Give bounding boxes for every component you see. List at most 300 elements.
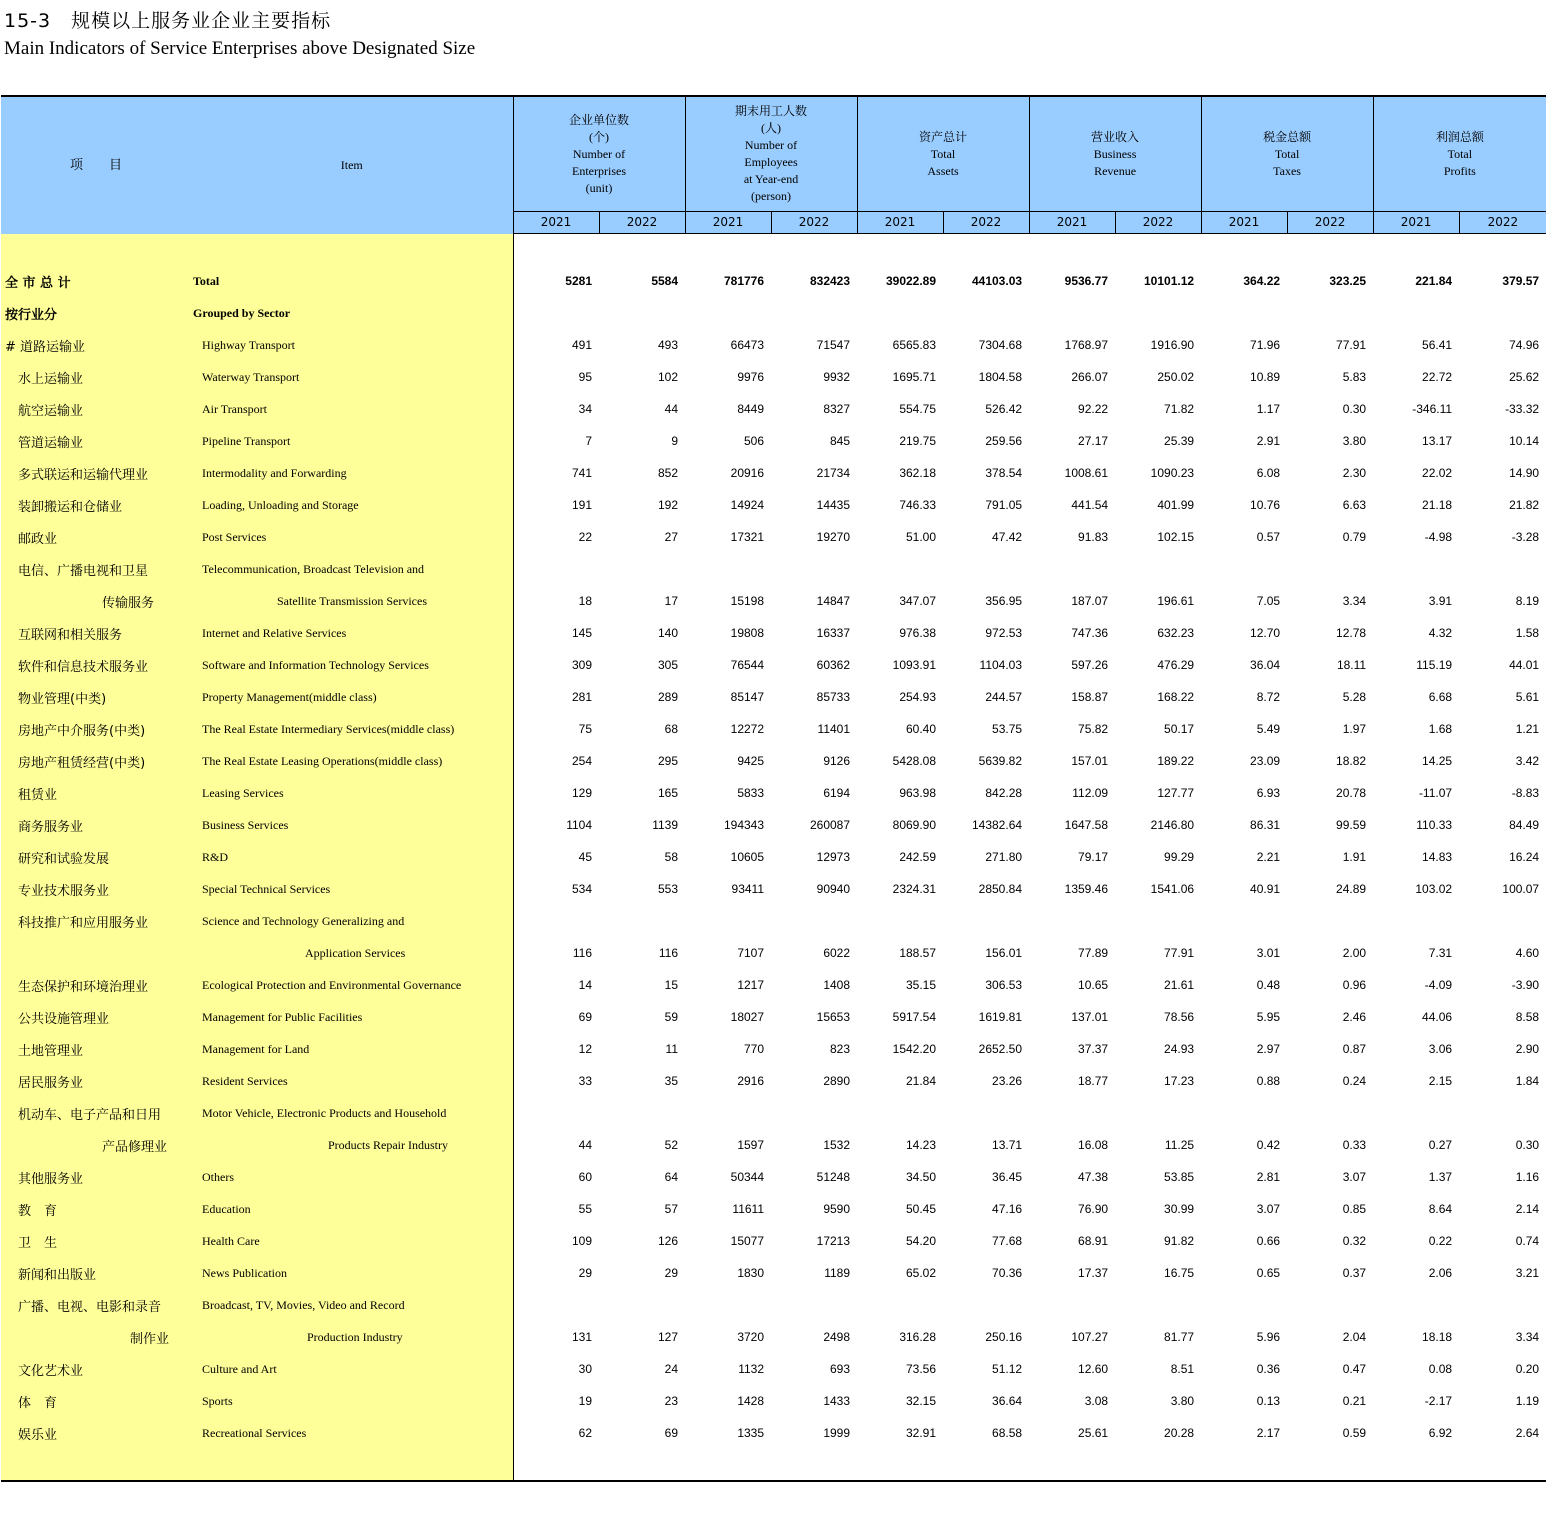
row-value: 323.25 <box>1329 274 1367 288</box>
table-row <box>1 1225 1546 1257</box>
row-value: 379.57 <box>1502 274 1540 288</box>
row-value: 33 <box>513 1065 599 1097</box>
header-column-cn: 企业单位数 <box>569 112 630 127</box>
row-label-cn: 邮政业 <box>1 521 191 553</box>
row-value: 5584 <box>651 274 679 288</box>
row-value: 102.15 <box>1157 530 1195 544</box>
row-value: 0.33 <box>1342 1138 1367 1152</box>
row-value: 976.38 <box>899 626 937 640</box>
row-label-en: Education <box>191 1193 513 1225</box>
row-value: 741 <box>513 457 599 489</box>
row-value: 1541.06 <box>1150 882 1195 896</box>
row-value: 1532 <box>823 1138 851 1152</box>
table-row <box>1 1385 1546 1417</box>
row-value: 7304.68 <box>978 338 1023 352</box>
header-item-en: Item <box>191 96 513 234</box>
row-label-cn: 体 育 <box>1 1385 191 1417</box>
row-value: 347.07 <box>899 594 937 608</box>
row-value <box>857 297 943 329</box>
row-value: 18.11 <box>1336 658 1367 672</box>
row-value: 0.36 <box>1256 1362 1281 1376</box>
row-value: 57 <box>664 1202 679 1216</box>
row-value: 362.18 <box>899 466 937 480</box>
row-value: 165 <box>657 786 679 800</box>
table-row <box>1 1129 1546 1161</box>
row-value: 14.23 <box>906 1138 937 1152</box>
row-value: 25.61 <box>1078 1426 1109 1440</box>
header-column-line: Profits <box>1443 163 1476 178</box>
row-value: 770 <box>743 1042 765 1056</box>
row-value: 266.07 <box>1071 370 1109 384</box>
row-value: 2916 <box>737 1074 765 1088</box>
row-value: 289 <box>657 690 679 704</box>
row-value: 3.34 <box>1515 1330 1540 1344</box>
row-label-en: Resident Services <box>191 1065 513 1097</box>
row-label-cn: 物业管理(中类) <box>1 681 191 713</box>
row-value: 1104.03 <box>979 658 1023 672</box>
row-value: 1.21 <box>1515 722 1540 736</box>
row-value: 1597 <box>737 1138 765 1152</box>
table-row <box>1 1321 1546 1353</box>
row-value: 3.06 <box>1428 1042 1453 1056</box>
row-value: 842.28 <box>985 786 1023 800</box>
row-value: 8.19 <box>1515 594 1540 608</box>
row-value: 0.66 <box>1256 1234 1281 1248</box>
row-value: 1.68 <box>1428 722 1453 736</box>
row-label-en: Telecommunication, Broadcast Television and <box>191 553 513 585</box>
row-value <box>1115 1289 1201 1321</box>
header-column-line: Total <box>930 146 956 161</box>
row-value: 45 <box>513 841 599 873</box>
row-value: 77.91 <box>1164 946 1195 960</box>
header-column-2 <box>857 96 1029 212</box>
row-value: 74.96 <box>1509 338 1540 352</box>
row-label-en: The Real Estate Leasing Operations(middle class) <box>191 745 513 777</box>
row-value <box>1287 1097 1373 1129</box>
row-value: 791.05 <box>985 498 1023 512</box>
table-row <box>1 1065 1546 1097</box>
row-value: 21.84 <box>906 1074 937 1088</box>
row-value: 17.37 <box>1078 1266 1109 1280</box>
row-value <box>943 297 1029 329</box>
row-value <box>1287 1289 1373 1321</box>
row-value: 8.72 <box>1256 690 1281 704</box>
row-value: 2.21 <box>1256 850 1281 864</box>
row-value: 8449 <box>737 402 765 416</box>
row-value: 22.02 <box>1422 466 1453 480</box>
row-value: 254.93 <box>899 690 937 704</box>
row-value: 21.61 <box>1164 978 1195 992</box>
row-label-en: Special Technical Services <box>191 873 513 905</box>
row-value: 0.30 <box>1342 402 1367 416</box>
header-column-line: Assets <box>927 163 959 178</box>
row-value: -33.32 <box>1505 402 1540 416</box>
row-value: 0.30 <box>1515 1138 1540 1152</box>
header-column-line: Taxes <box>1273 163 1301 178</box>
row-value: 156.01 <box>985 946 1023 960</box>
row-value: 364.22 <box>1243 274 1281 288</box>
row-value <box>513 297 599 329</box>
row-value <box>943 553 1029 585</box>
row-value: 9932 <box>823 370 851 384</box>
row-value <box>1115 905 1201 937</box>
row-value: 8.64 <box>1428 1202 1453 1216</box>
row-value <box>857 905 943 937</box>
row-value: 271.80 <box>985 850 1023 864</box>
row-value <box>513 905 599 937</box>
row-label-cn: 管道运输业 <box>1 425 191 457</box>
row-value: 8327 <box>823 402 851 416</box>
row-value: 14847 <box>816 594 851 608</box>
row-value: 2850.84 <box>978 882 1023 896</box>
row-value: 194343 <box>723 818 765 832</box>
table-row <box>1 745 1546 777</box>
row-value: 9536.77 <box>1064 274 1109 288</box>
row-value: 15 <box>664 978 679 992</box>
row-value: 0.74 <box>1515 1234 1540 1248</box>
row-value: 3.07 <box>1342 1170 1367 1184</box>
row-value: 12.78 <box>1336 626 1367 640</box>
row-label-en: Grouped by Sector <box>191 297 513 329</box>
row-value: 36.64 <box>992 1394 1023 1408</box>
row-value <box>771 905 857 937</box>
row-value <box>513 1097 599 1129</box>
table-row <box>1 553 1546 585</box>
row-value: 1.58 <box>1515 626 1540 640</box>
row-value <box>1029 1289 1115 1321</box>
table-row <box>1 361 1546 393</box>
row-label-cn: 电信、广播电视和卫星 <box>1 553 191 585</box>
table-row <box>1 713 1546 745</box>
row-value: 11.25 <box>1164 1138 1195 1152</box>
row-value: 10605 <box>730 850 765 864</box>
row-label-cn: 教 育 <box>1 1193 191 1225</box>
row-label-en: The Real Estate Intermediary Services(middle class) <box>191 713 513 745</box>
row-label-en: Total <box>191 265 513 297</box>
row-value: 2.04 <box>1342 1330 1367 1344</box>
row-value: 12 <box>513 1033 599 1065</box>
row-value: 55 <box>513 1193 599 1225</box>
row-value: 8.58 <box>1515 1010 1540 1024</box>
row-value: 69 <box>664 1426 679 1440</box>
row-value: 24.93 <box>1164 1042 1195 1056</box>
row-value <box>1287 553 1373 585</box>
row-value: 2.81 <box>1256 1170 1281 1184</box>
row-value: 5.95 <box>1256 1010 1281 1024</box>
row-value: 554.75 <box>899 402 937 416</box>
row-value: 1999 <box>823 1426 851 1440</box>
row-value <box>599 553 685 585</box>
row-value: 0.42 <box>1256 1138 1281 1152</box>
row-label-cn: 卫 生 <box>1 1225 191 1257</box>
table-row <box>1 265 1546 297</box>
row-value <box>1459 1097 1546 1129</box>
row-value <box>1459 297 1546 329</box>
header-year: 2022 <box>943 212 1029 234</box>
row-value: 47.16 <box>992 1202 1023 1216</box>
row-value: 1.16 <box>1515 1170 1540 1184</box>
row-value: 1090.23 <box>1150 466 1195 480</box>
row-value: 69 <box>513 1001 599 1033</box>
row-value: 632.23 <box>1157 626 1195 640</box>
row-value: 2.00 <box>1342 946 1367 960</box>
row-value: -11.07 <box>1418 786 1453 800</box>
table-row <box>1 809 1546 841</box>
row-value: 1093.91 <box>892 658 937 672</box>
header-item-cn: 项 目 <box>1 96 191 234</box>
row-value: 15198 <box>730 594 765 608</box>
row-value: 129 <box>513 777 599 809</box>
row-value: 2.15 <box>1428 1074 1453 1088</box>
row-label-en: Culture and Art <box>191 1353 513 1385</box>
row-value <box>857 1289 943 1321</box>
row-value <box>943 1289 1029 1321</box>
row-value: 2146.80 <box>1150 818 1195 832</box>
row-label-en: Others <box>191 1161 513 1193</box>
header-column-0 <box>513 96 685 212</box>
row-value: 21.18 <box>1422 498 1453 512</box>
row-value <box>599 1097 685 1129</box>
row-value: 27 <box>664 530 679 544</box>
row-value: 11401 <box>817 722 851 736</box>
row-label-cn: 按行业分 <box>1 297 191 329</box>
row-label-en: Ecological Protection and Environmental Governance <box>191 969 513 1001</box>
row-value: 7.05 <box>1256 594 1281 608</box>
row-value: 44.06 <box>1422 1010 1453 1024</box>
row-value: 4.32 <box>1428 626 1453 640</box>
row-value: 5917.54 <box>892 1010 937 1024</box>
row-value: 1104 <box>513 809 599 841</box>
row-value: 107.27 <box>1071 1330 1109 1344</box>
row-value: 2.91 <box>1256 434 1281 448</box>
row-value: 18.82 <box>1336 754 1367 768</box>
header-year: 2022 <box>1459 212 1546 234</box>
header-column-line: Enterprises <box>572 163 626 178</box>
row-value <box>771 1289 857 1321</box>
header-year: 2021 <box>1029 212 1115 234</box>
row-label-cn: 专业技术服务业 <box>1 873 191 905</box>
row-value: 19808 <box>730 626 765 640</box>
row-value: 378.54 <box>985 466 1023 480</box>
table-row <box>1 649 1546 681</box>
row-value: 2.30 <box>1342 466 1367 480</box>
table-row <box>1 1033 1546 1065</box>
row-value: 1.84 <box>1515 1074 1540 1088</box>
row-label-en: Highway Transport <box>191 329 513 361</box>
row-value <box>1029 553 1115 585</box>
row-label-en: Loading, Unloading and Storage <box>191 489 513 521</box>
row-value: 18.77 <box>1078 1074 1109 1088</box>
row-value: 62 <box>513 1417 599 1449</box>
table-row <box>1 1193 1546 1225</box>
table-row <box>1 297 1546 329</box>
row-value: 5.49 <box>1256 722 1281 736</box>
row-value: 8.51 <box>1170 1362 1195 1376</box>
row-value: 1008.61 <box>1064 466 1109 480</box>
row-value: 401.99 <box>1157 498 1195 512</box>
row-label-en: News Publication <box>191 1257 513 1289</box>
row-value <box>599 297 685 329</box>
row-value: 77.89 <box>1078 946 1109 960</box>
row-value: 12973 <box>816 850 851 864</box>
row-label-cn: 娱乐业 <box>1 1417 191 1449</box>
row-value: 0.32 <box>1342 1234 1367 1248</box>
row-value: 30.99 <box>1164 1202 1195 1216</box>
row-label-en: Internet and Relative Services <box>191 617 513 649</box>
row-value: 219.75 <box>899 434 937 448</box>
table-row <box>1 1257 1546 1289</box>
page-title-en: Main Indicators of Service Enterprises above Designated Size <box>4 38 476 59</box>
row-value: 18.18 <box>1422 1330 1453 1344</box>
row-value: 6.93 <box>1256 786 1281 800</box>
row-value: -346.11 <box>1412 402 1453 416</box>
row-value: 6.92 <box>1428 1426 1453 1440</box>
row-value: 3.91 <box>1428 594 1453 608</box>
row-value: 44.01 <box>1509 658 1540 672</box>
row-value: 491 <box>513 329 599 361</box>
row-value <box>1201 1289 1287 1321</box>
row-value: 14.25 <box>1422 754 1453 768</box>
row-value: 21.82 <box>1509 498 1540 512</box>
header-year: 2022 <box>771 212 857 234</box>
row-value: 7107 <box>737 946 765 960</box>
table-row <box>1 1001 1546 1033</box>
row-label-cn: 房地产租赁经营(中类) <box>1 745 191 777</box>
row-value: 17 <box>664 594 679 608</box>
row-value: 51248 <box>816 1170 851 1184</box>
row-label-cn: 居民服务业 <box>1 1065 191 1097</box>
row-value: 9425 <box>737 754 765 768</box>
row-value: 44 <box>664 402 679 416</box>
row-value: 10.89 <box>1250 370 1281 384</box>
row-label-cn: # 道路运输业 <box>1 329 191 361</box>
row-label-cn <box>1 937 191 969</box>
row-value: 157.01 <box>1071 754 1109 768</box>
row-value <box>1373 553 1459 585</box>
row-value: 5281 <box>513 265 599 297</box>
row-value: 2.64 <box>1515 1426 1540 1440</box>
row-value: 116 <box>513 937 599 969</box>
table-row <box>1 425 1546 457</box>
row-value: 60 <box>513 1161 599 1193</box>
row-value: 36.45 <box>992 1170 1023 1184</box>
header-column-4 <box>1201 96 1373 212</box>
header-column-line: Number of <box>744 138 798 152</box>
row-value: 476.29 <box>1157 658 1195 672</box>
row-value: 53.85 <box>1164 1170 1195 1184</box>
row-value: 68.58 <box>992 1426 1023 1440</box>
row-value: 5.83 <box>1342 370 1367 384</box>
header-column-line: (个) <box>589 129 609 144</box>
row-label-cn: 文化艺术业 <box>1 1353 191 1385</box>
header-year: 2022 <box>1287 212 1373 234</box>
row-value: 1132 <box>738 1362 765 1376</box>
row-value: 15653 <box>816 1010 851 1024</box>
row-value: 17213 <box>816 1234 851 1248</box>
row-value: 14.90 <box>1509 466 1540 480</box>
table-row <box>1 873 1546 905</box>
row-value: 192 <box>657 498 679 512</box>
row-value: 53.75 <box>992 722 1023 736</box>
row-value: 47.38 <box>1078 1170 1109 1184</box>
row-value: 0.27 <box>1428 1138 1453 1152</box>
row-value: 8069.90 <box>892 818 937 832</box>
row-value: 29 <box>513 1257 599 1289</box>
row-value: 5428.08 <box>892 754 937 768</box>
row-value: 17.23 <box>1164 1074 1195 1088</box>
row-value <box>685 905 771 937</box>
row-value <box>1201 553 1287 585</box>
row-value: 832423 <box>809 274 851 288</box>
row-value: 64 <box>664 1170 679 1184</box>
row-value: 100.07 <box>1502 882 1540 896</box>
row-value: 1804.58 <box>978 370 1023 384</box>
row-value: -8.83 <box>1511 786 1540 800</box>
row-value: 2.14 <box>1515 1202 1540 1216</box>
row-label-cn: 科技推广和应用服务业 <box>1 905 191 937</box>
table-row <box>1 521 1546 553</box>
row-value: 9590 <box>823 1202 851 1216</box>
table-row <box>1 681 1546 713</box>
row-value <box>1373 1289 1459 1321</box>
header-column-line: Total <box>1274 146 1300 161</box>
row-value: 16337 <box>816 626 851 640</box>
row-value <box>685 297 771 329</box>
header-column-3 <box>1029 96 1201 212</box>
row-value: 16.75 <box>1164 1266 1195 1280</box>
row-value: 14382.64 <box>971 818 1023 832</box>
row-value: 3.34 <box>1342 594 1367 608</box>
row-value: 6194 <box>823 786 851 800</box>
row-value: 6022 <box>823 946 851 960</box>
row-label-cn: 广播、电视、电影和录音 <box>1 1289 191 1321</box>
row-value: 1830 <box>737 1266 765 1280</box>
row-label-en: Software and Information Technology Services <box>191 649 513 681</box>
row-value: 24 <box>664 1362 679 1376</box>
row-label-en: Management for Public Facilities <box>191 1001 513 1033</box>
row-value: 9 <box>671 434 679 448</box>
row-value: 50.45 <box>906 1202 937 1216</box>
header-year: 2021 <box>1373 212 1459 234</box>
row-label-cn: 软件和信息技术服务业 <box>1 649 191 681</box>
row-value: 305 <box>657 658 679 672</box>
row-value: 5.61 <box>1515 690 1540 704</box>
row-value: 5833 <box>737 786 765 800</box>
row-label-cn: 租赁业 <box>1 777 191 809</box>
row-value: 76.90 <box>1078 1202 1109 1216</box>
row-value: 242.59 <box>899 850 937 864</box>
row-value: 37.37 <box>1078 1042 1109 1056</box>
row-label-en: Property Management(middle class) <box>191 681 513 713</box>
row-value: 3.08 <box>1084 1394 1109 1408</box>
row-value <box>1201 1097 1287 1129</box>
row-value: 16.08 <box>1078 1138 1109 1152</box>
row-label-en: Air Transport <box>191 393 513 425</box>
row-value: 99.59 <box>1336 818 1367 832</box>
row-value: 20916 <box>730 466 765 480</box>
header-column-cn: 资产总计 <box>919 129 968 144</box>
row-value: 1189 <box>824 1266 851 1280</box>
row-value: 25.39 <box>1164 434 1195 448</box>
row-label-en: Post Services <box>191 521 513 553</box>
row-value: 68.91 <box>1078 1234 1109 1248</box>
table-row <box>1 457 1546 489</box>
row-value: 6.68 <box>1428 690 1453 704</box>
row-value: 44 <box>513 1129 599 1161</box>
row-value: 109 <box>513 1225 599 1257</box>
row-value: 597.26 <box>1071 658 1109 672</box>
row-label-en: Science and Technology Generalizing and <box>191 905 513 937</box>
